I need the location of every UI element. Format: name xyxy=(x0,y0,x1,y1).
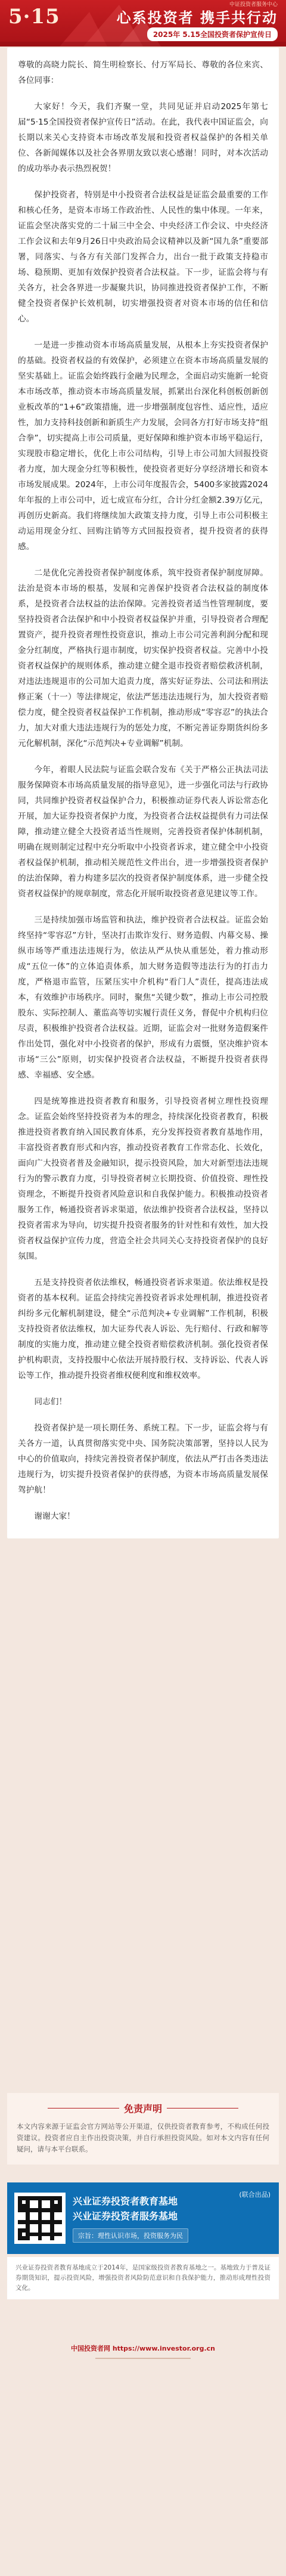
disclaimer-title: 免责声明 xyxy=(123,2103,162,2114)
org-name-1: 兴业证券投资者教育基地 xyxy=(73,2196,178,2207)
paragraph: 大家好！今天，我们齐聚一堂，共同见证并启动2025年第七届“5·15全国投资者保护宣传日”活动。在此，我代表中国证监会，向长期以来关心支持资本市场改革发展和投资者权益保护的各相关单位、各新闻媒体以及社会各界朋友致以衷心感谢！同时，对本次活动的成功举办表示热烈祝贺！ xyxy=(18,102,268,174)
qr-code-pattern xyxy=(18,2196,62,2240)
footer xyxy=(0,2337,286,2576)
disclaimer-text: 本文内容来源于证监会官方网站等公开渠道，仅供投资者教育参考，不构成任何投资建议。投资者应自主作出投资决策，并自行承担投资风险。如对本文内容有任何疑问，请与本平台联系。 xyxy=(17,2122,269,2153)
divider xyxy=(167,2108,238,2109)
paragraph: 同志们！ xyxy=(34,1397,67,1407)
paragraph: 保护投资者，特别是中小投资者合法权益是证监会最重要的工作和核心任务，是资本市场工作政治性、人民性的集中体现。一年来，证监会坚决落实党的二十届三中全会、中央经济工作会议、中央经济工作会议和去年9月26日中央政治局会议精神以及新“国九条”重要部署，同落实、与各方有关部门发挥合力，出台一批于政策支持稳市场、稳预期、更加有效保护投资者合法权益。下一步，证监会将与有关各方，社会各界进一步凝聚共识，协同推进投资者保护工作，不断健全投资者保护长效机制，切实增强投资者对资本市场的信任和信心。 xyxy=(18,190,268,324)
org-name-2: 兴业证券投资者服务基地 xyxy=(73,2210,178,2222)
paragraph: 今年，着眼人民法院与证监会联合发布《关于严格公正执法司法 服务保障资本市场高质量发展的指导意见》，进一步强化司法与行政协同，共同维护投资者权益保护合力，积极推动证券代表人诉讼常态化开展，加大证券投资者保护力度，为投资者合法权益提供有力司法保障，推动建立健全大投资者适当性规则，完善投资者保护体制机制，明确在规则制定过程中充分听取中小投资者诉求，建立健全中小投资者权益保护机制，推动相关规范性文件出台，进一步增强投资者保护的法治保障，着力构建多层次的投资者保护制度体系，进一步健全投资者权益保护的规章制度，常态化开展听取投资者意见建议等工作。 xyxy=(18,765,268,899)
banner-slogan: 心系投资者 携手共行动 xyxy=(116,10,278,26)
org-label: 中证投资者服务中心 xyxy=(229,2,278,8)
banner xyxy=(0,0,286,47)
qr-text xyxy=(73,2194,188,2243)
footer-divider xyxy=(95,2358,191,2359)
org-motto: 宗旨：理性认识市场，投资服务为民 xyxy=(73,2228,188,2243)
paragraph: 四是统筹推进投资者教育和服务，引导投资者树立理性投资理念。证监会始终坚持投资者为本的理念，持续深化投资者教育，积极推进投资者教育纳入国民教育体系，充分发挥投资者教育基地作用，丰富投资者教育形式和内容，推动投资者教育工作常态化、长效化，面向广大投资者普及金融知识，提示投资风险，加大对新型违法违规行为的警示教育力度，引导投资者树立长期投资、价值投资、理性投资理念，不断提升投资者风险意识和自我保护能力。积极推动投资者服务工作，畅通投资者诉求渠道，依法维护投资者合法权益，坚持以投资者需求为导向，切实提升投资者服务的针对性和有效性，加大投资者权益保护宣传力度，营造全社会共同关心支持投资者保护的良好氛围。 xyxy=(18,1097,268,1261)
divider xyxy=(48,2108,119,2109)
footer-site-link[interactable]: 中国投资者网 https://www.investor.org.cn xyxy=(70,2345,215,2352)
paragraph: 五是支持投资者依法维权，畅通投资者诉求渠道。依法维权是投资者的基本权利。证监会持续完善投资者诉求处理机制，推进投资者纠纷多元化解机制建设，健全“示范判决+专业调解”工作机制，积极支持投资者依法维权，加大证券代表人诉讼、先行赔付、行政和解等制度的实施力度，推动建立健全投资者赔偿救济机制。强化投资者保护机构职责，支持投服中心依法开展持股行权、支持诉讼、代表人诉讼等工作，推动提升投资者维权便利度和维权效率。 xyxy=(18,1278,268,1380)
paragraph: 投资者保护是一项长期任务、系统工程。下一步，证监会将与有关各方一道，认真贯彻落实党中央、国务院决策部署，坚持以人民为中心的价值取向，持续完善投资者保护制度，依法从严打击各类违法违规行为，切实提升投资者保护的获得感，为资本市场高质量发展保驾护航！ xyxy=(18,1423,268,1495)
paragraph: 一是进一步推动资本市场高质量发展，从根本上夯实投资者保护的基础。投资者权益的有效保护，必须建立在资本市场高质量发展的坚实基础上。证监会始终践行金融为民理念，全面启动实施新一轮资本市场改革，推动资本市场高质量发展，抓紧出台深化科创板创新创业板改革的“1+6”政策措施，进一步增强制度包容性、适应性，适应性，加力支持科技创新和新质生产力发展，会同各方打好市场支持“组合拳”，切实提高上市公司质量，更好保障和维护资本市场平稳运行，实现股市稳定增长，优化上市公司结构，引导上市公司加大回报投资者力度，加大现金分红等积极性，使投资者更好分享经济增长和资本市场发展成果。2024年，上市公司年度报告会，5400多家披露2024年年报的上市公司中，近七成宣布分红，合计分红金额2.39万亿元，再创历史新高。我们将继续加大政策支持力度，引导上市公司积极主动运用现金分红、回购注销等方式回报投资者，提升投资者的获得感。 xyxy=(18,340,268,552)
paragraph: 三是持续加强市场监管和执法，维护投资者合法权益。证监会始终坚持“零容忍”方针，坚决打击欺诈发行、财务造假、内幕交易、操纵市场等严重违法违规行为，依法从严从快从重惩处，着力推动形成“五位一体”的立体追责体系，加大财务造假等违法行为的打击力度，严格退市监管，压紧压实中介机构“看门人”责任，提高违法成本，有效维护市场秩序。同时，聚焦“关键少数”，推动上市公司控股股东、实际控制人、董监高等切实履行责任义务，督促中介机构归位尽责，积极维护投资者合法权益。近期，证监会对一批财务造假案件作出处罚，强化对中小投资者的保护，形成有力震慑，坚决维护资本市场“三公”原则，切实保护投资者合法权益，不断提升投资者获得感、幸福感、安全感。 xyxy=(18,915,268,1080)
closing-thanks: 谢谢大家！ xyxy=(34,1512,75,1521)
qr-panel xyxy=(7,2182,279,2254)
article-body xyxy=(7,48,279,1538)
joint-label: (联合出品) xyxy=(239,2191,271,2199)
qr-code[interactable] xyxy=(14,2193,66,2244)
disclaimer-title-row xyxy=(17,2101,269,2115)
banner-ribbon: 2025年 5.15全国投资者保护宣传日 xyxy=(147,27,278,41)
paragraph: 二是优化完善投资者保护制度体系，筑牢投资者保护制度屏障。法治是资本市场的根基，发展和完善保护投资者合法权益的制度体系，是投资者合法权益的法治保障。完善投资者适当性管理制度，要坚持投资者合法保护和中小投资者权益保护并重，引导投资者合理配置资产，提升投资者理性投资意识，推动上市公司完善利润分配和现金分红制度，严格执行退市制度，切实保护投资者权益。完善中小投资者权益保护的规则体系，推动建立健全退市投资者赔偿救济机制，对违法违规退市的公司加大追责力度，落实好证券法、公司法和刑法修正案（十一）等法律规定，依法严惩违法违规行为，加大投资者赔偿力度，健全投资者权益保护工作机制，推动形成“零容忍”的执法合力，加大对重大违法违规行为的惩处力度，不断完善证券期货纠纷多元化解机制，深化“示范判决+专业调解”机制。 xyxy=(18,568,268,748)
brand-logo: 5·15 xyxy=(8,5,60,29)
disclaimer xyxy=(7,2093,279,2165)
greeting: 尊敬的高晓力院长、简生明检察长、付万军局长、尊敬的各位来宾、各位同事： xyxy=(18,60,268,85)
org-note: 兴业证券投资者教育基地成立于2014年，是国家级投资者教育基地之一。基地致力于普及证券期货知识，提示投资风险，增强投资者风险防范意识和自我保护能力，推动形成理性投资文化。 xyxy=(7,2257,279,2299)
